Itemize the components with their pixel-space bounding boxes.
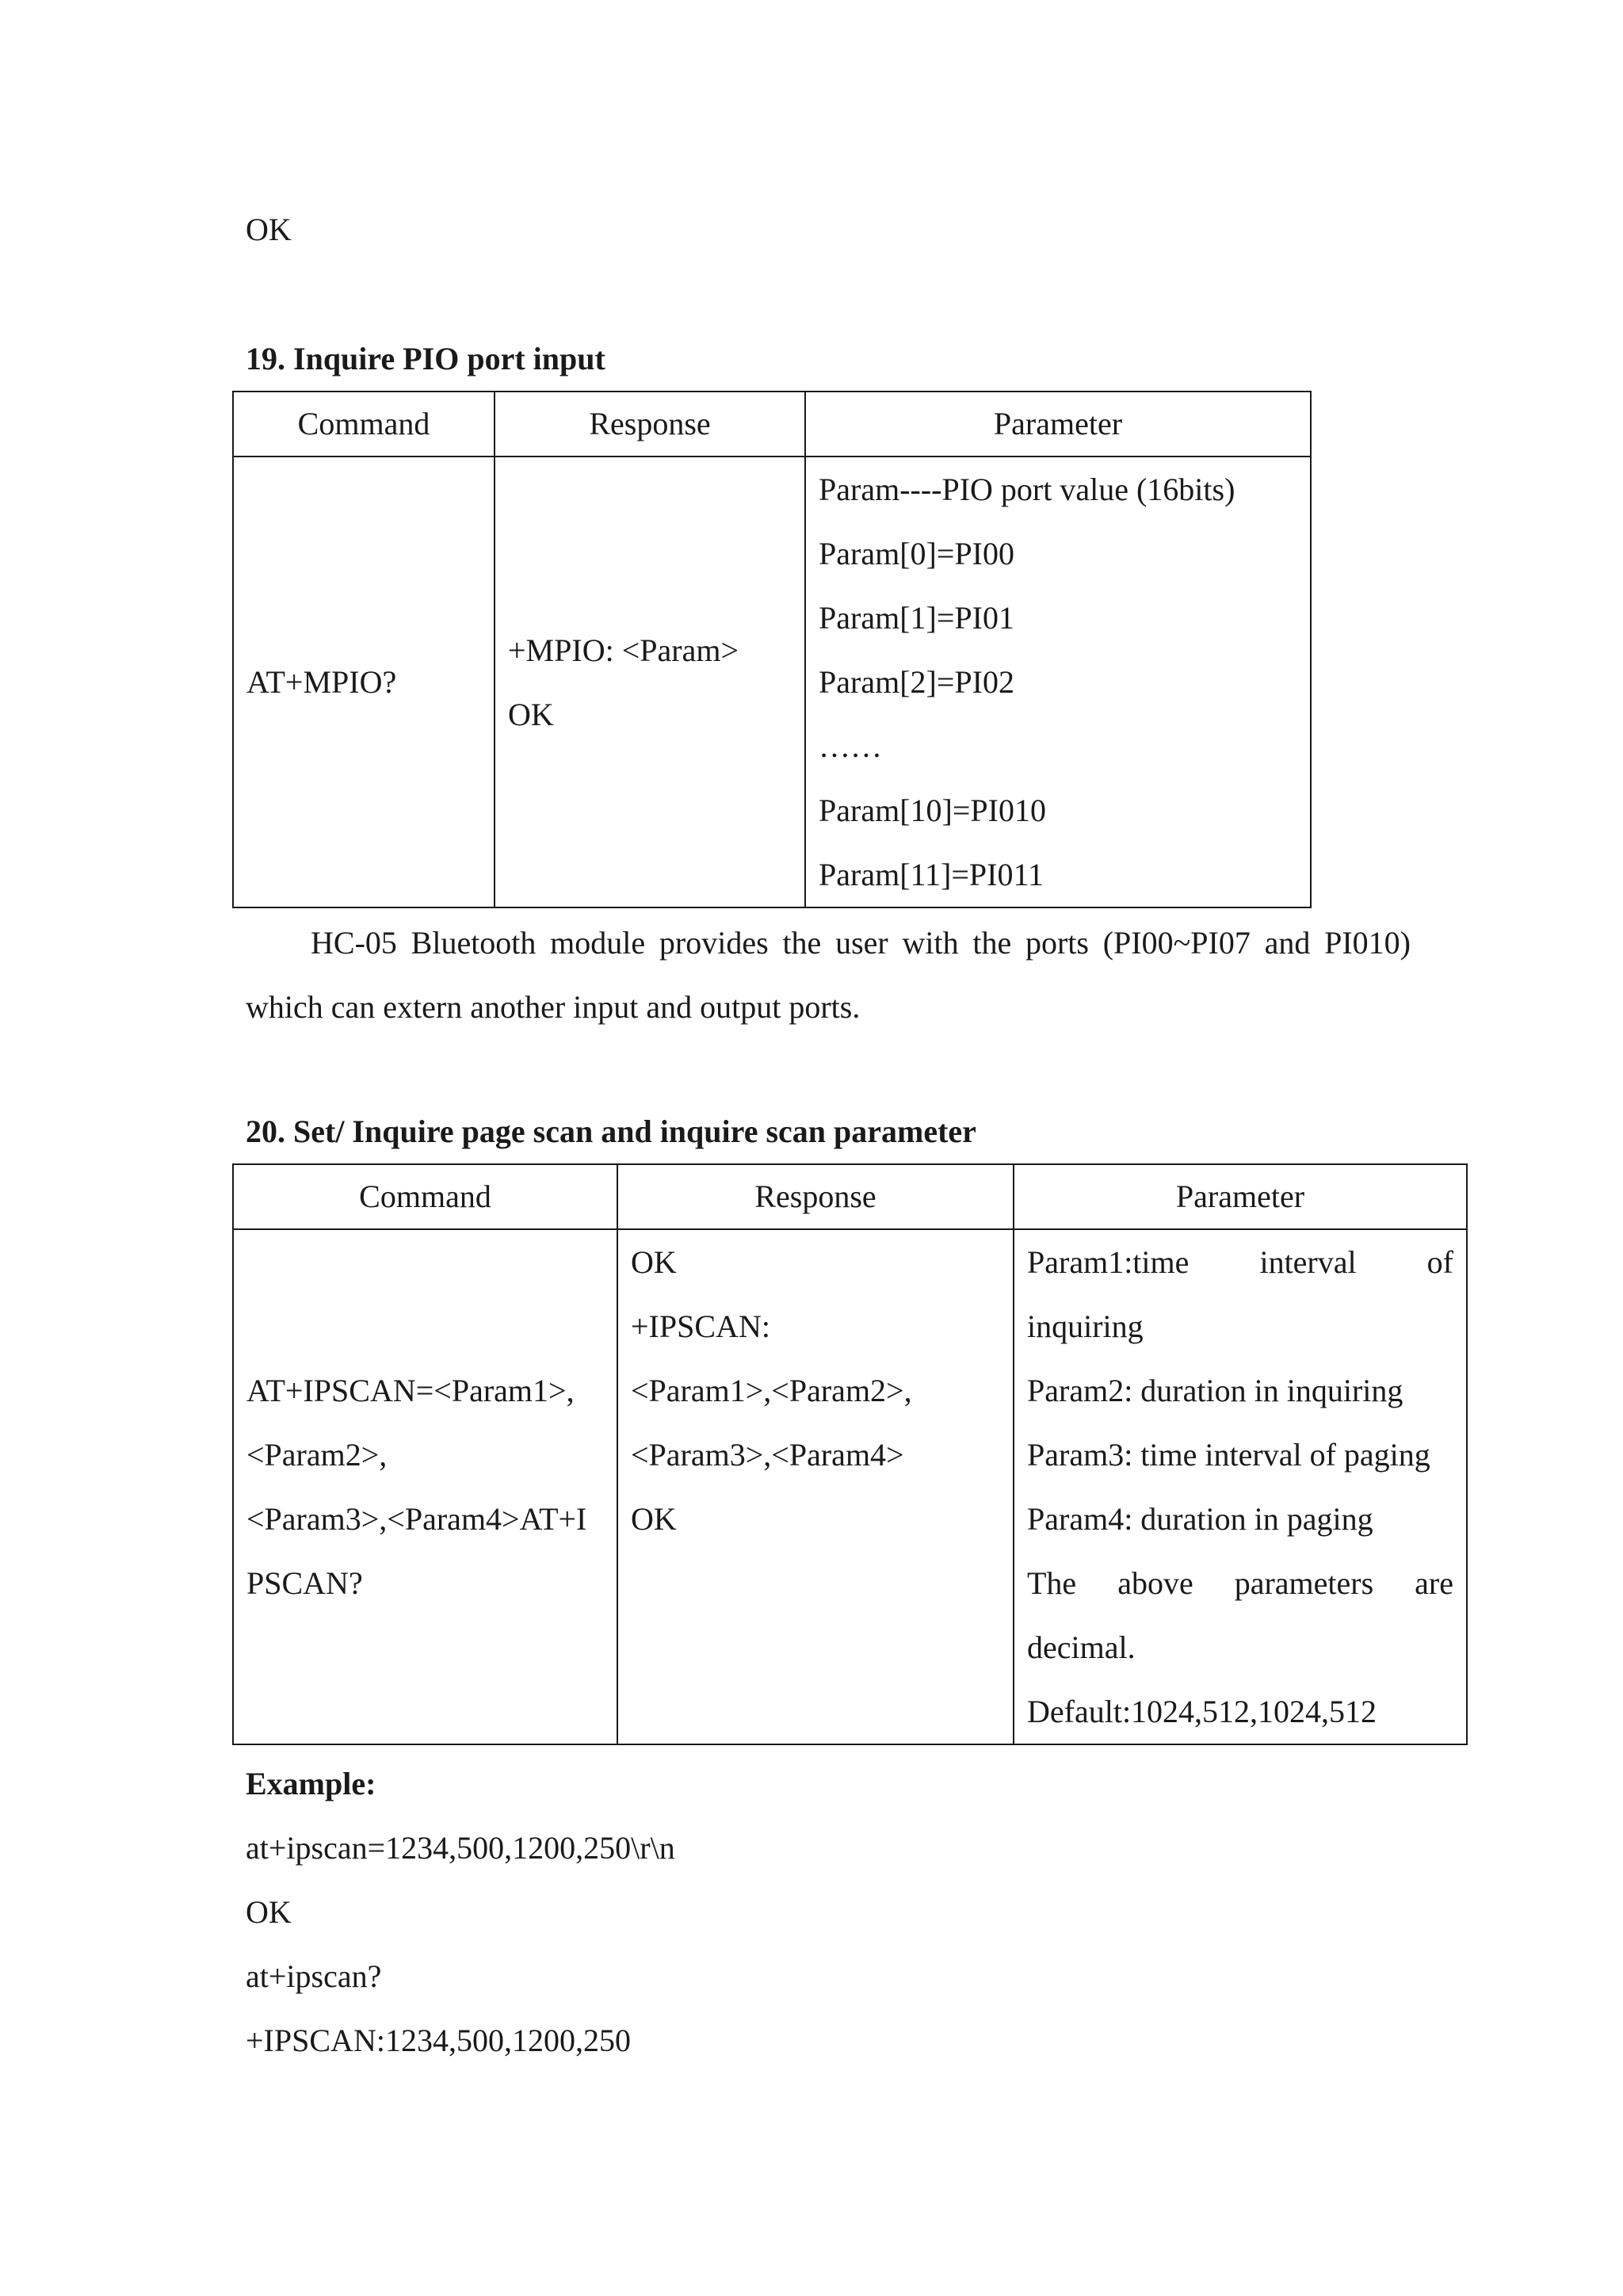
parameter-word: parameters: [1234, 1565, 1374, 1601]
parameter-word: of: [1426, 1244, 1453, 1280]
example-line: OK: [246, 1894, 292, 1930]
parameter-word: Param1:time: [1027, 1244, 1190, 1280]
response-line: OK: [631, 1501, 677, 1537]
example-label: Example:: [246, 1766, 376, 1801]
section-19-heading: 19. Inquire PIO port input: [246, 341, 605, 376]
parameter-line: Param[1]=PI01: [819, 600, 1014, 636]
header-command: Command: [233, 1164, 617, 1229]
header-command: Command: [233, 392, 495, 457]
command-cell: [233, 1229, 617, 1744]
command-line: <Param2>,: [246, 1437, 388, 1473]
parameter-line: inquiring: [1027, 1308, 1144, 1344]
table-header-row: [233, 392, 1311, 457]
pio-note-paragraph: [246, 911, 1411, 1039]
pio-note-text: HC-05 Bluetooth module provides the user with the ports (PI00~PI07 and PI010) which can extern another input and output ports.: [246, 925, 1411, 1025]
example-line: +IPSCAN:1234,500,1200,250: [246, 2023, 631, 2058]
parameter-line: [1027, 1551, 1453, 1615]
response-line: <Param3>,<Param4>: [631, 1437, 904, 1473]
example-line: at+ipscan=1234,500,1200,250\r\n: [246, 1830, 675, 1866]
command-cell: [233, 457, 495, 907]
pio-input-table: [232, 391, 1312, 908]
command-line: AT+IPSCAN=<Param1>,: [246, 1373, 575, 1408]
parameter-word: above: [1117, 1565, 1193, 1601]
section-20-heading: 20. Set/ Inquire page scan and inquire scan parameter: [246, 1114, 976, 1149]
response-line: OK: [508, 696, 554, 732]
parameter-word: are: [1415, 1565, 1453, 1601]
parameter-line: ……: [819, 728, 882, 764]
parameter-line: Param[0]=PI00: [819, 536, 1014, 571]
command-line: <Param3>,<Param4>AT+I: [246, 1501, 587, 1537]
header-response: Response: [495, 392, 805, 457]
example-line: at+ipscan?: [246, 1958, 382, 1994]
parameter-line: Default:1024,512,1024,512: [1027, 1694, 1377, 1729]
parameter-line: decimal.: [1027, 1629, 1136, 1665]
header-parameter: Parameter: [805, 392, 1311, 457]
parameter-line: Param4: duration in paging: [1027, 1501, 1373, 1537]
parameter-cell: [1014, 1229, 1467, 1744]
ipscan-table: [232, 1163, 1468, 1745]
parameter-word: The: [1027, 1565, 1077, 1601]
response-line: +MPIO: <Param>: [508, 632, 739, 668]
response-cell: [495, 457, 805, 907]
continued-ok-text: OK: [246, 212, 292, 247]
parameter-word: interval: [1259, 1244, 1357, 1280]
parameter-line: Param[2]=PI02: [819, 664, 1014, 700]
response-line: <Param1>,<Param2>,: [631, 1373, 912, 1408]
table-header-row: [233, 1164, 1467, 1229]
parameter-line: Param3: time interval of paging: [1027, 1437, 1430, 1473]
parameter-line: Param[10]=PI010: [819, 793, 1046, 828]
response-cell: [617, 1229, 1014, 1744]
command-text: AT+MPIO?: [246, 664, 397, 700]
header-response: Response: [617, 1164, 1014, 1229]
response-line: +IPSCAN:: [631, 1308, 770, 1344]
parameter-cell: [805, 457, 1311, 907]
parameter-line: Param----PIO port value (16bits): [819, 472, 1235, 507]
parameter-line: Param[11]=PI011: [819, 857, 1044, 892]
response-line: OK: [631, 1244, 677, 1280]
parameter-line: [1027, 1230, 1453, 1294]
command-line: PSCAN?: [246, 1565, 363, 1601]
parameter-line: Param2: duration in inquiring: [1027, 1373, 1403, 1408]
header-parameter: Parameter: [1014, 1164, 1467, 1229]
table-row: [233, 457, 1311, 907]
table-row: [233, 1229, 1467, 1744]
